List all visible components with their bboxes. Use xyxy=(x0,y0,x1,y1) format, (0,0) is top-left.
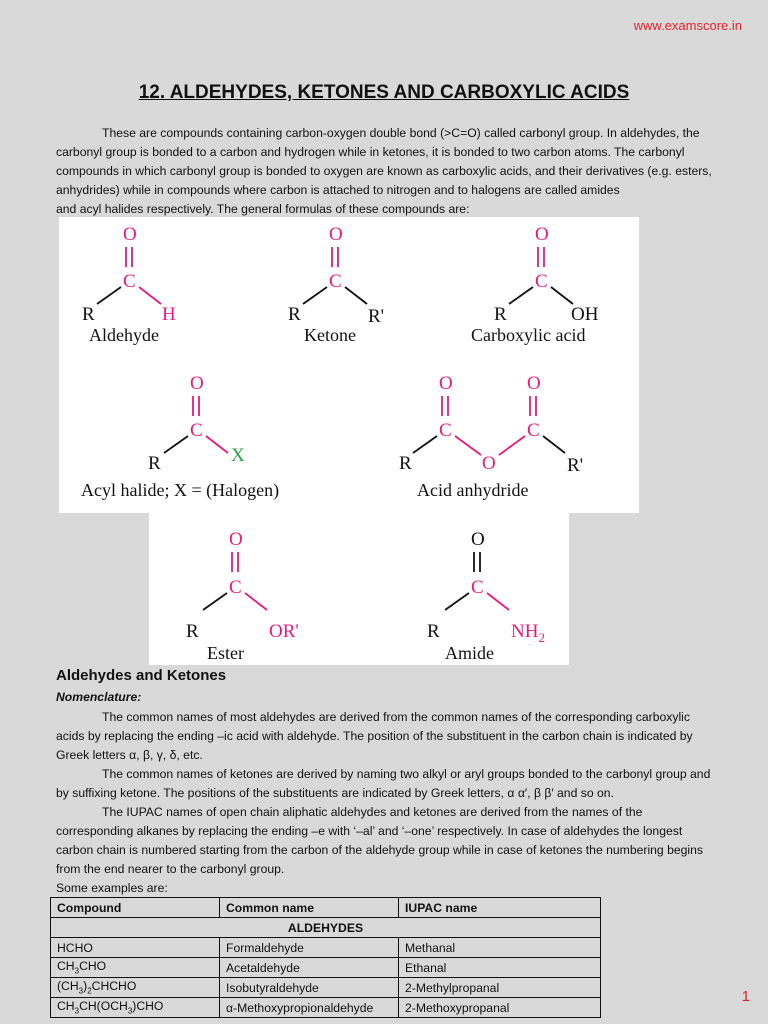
text-line: from the end nearer to the carbonyl group. xyxy=(56,862,285,876)
column-header: Compound xyxy=(51,898,220,918)
formula-part: CHO xyxy=(79,959,107,974)
text-line: Greek letters α, β, γ, δ, etc. xyxy=(56,748,203,762)
iupac-name-cell: Ethanal xyxy=(399,958,601,978)
carboxylic-acid-structure xyxy=(471,224,599,345)
text-line: The common names of ketones are derived by naming two alkyl or aryl groups bonded to the carbonyl group and xyxy=(102,767,711,781)
ketone-label: Ketone xyxy=(304,325,356,345)
text-line: Some examples are: xyxy=(56,881,168,895)
nomenclature-table xyxy=(50,897,601,1018)
atom-r: R xyxy=(82,304,95,325)
atom-o: O xyxy=(329,224,343,245)
acid-anhydride-label: Acid anhydride xyxy=(417,480,529,500)
atom-o-bridge: O xyxy=(482,453,496,474)
text-line: acids by replacing the ending –ic acid with aldehyde. The position of the substituent in the carbon chain is indicated by xyxy=(56,729,693,743)
column-header: IUPAC name xyxy=(399,898,601,918)
text-line: carbon chain is numbered starting from the carbon of the aldehyde group while in case of ketones the numbering begins xyxy=(56,843,704,857)
table-row xyxy=(51,998,601,1018)
ester-amide-figure xyxy=(149,513,569,665)
atom-nh2 xyxy=(511,621,545,645)
formula-part: CHCHO xyxy=(91,979,137,994)
atom-o: O xyxy=(535,224,549,245)
intro-line: and acyl halides respectively. The general formulas of these compounds are: xyxy=(56,202,470,216)
amide-structure xyxy=(427,529,545,663)
atom-x: X xyxy=(231,445,245,466)
atom-c: C xyxy=(439,420,452,441)
intro-line: These are compounds containing carbon-oxygen double bond (>C=O) called carbonyl group. In aldehydes, the xyxy=(102,126,700,140)
common-name-cell: Acetaldehyde xyxy=(220,958,399,978)
aldehyde-label: Aldehyde xyxy=(89,325,159,345)
atom-o: O xyxy=(527,373,541,394)
atom-nh-text: NH xyxy=(511,621,539,642)
atom-oh: OH xyxy=(571,304,599,325)
formula-subscript: 2 xyxy=(87,986,92,996)
atom-h: H xyxy=(162,304,176,325)
table-row xyxy=(51,938,601,958)
iupac-name-cell: Methanal xyxy=(399,938,601,958)
acyl-halide-structure xyxy=(81,373,279,501)
paragraph xyxy=(56,765,736,803)
text-line: corresponding alkanes by replacing the ending –e with ‘–al’ and ‘–one’ respectively. In case of aldehydes the longest xyxy=(56,824,683,838)
compound-cell: HCHO xyxy=(51,938,220,958)
formula-subscript: 3 xyxy=(78,986,84,996)
atom-c: C xyxy=(123,271,136,292)
ester-label: Ester xyxy=(207,643,244,663)
formula-subscript: 3 xyxy=(74,1006,80,1016)
compound-cell xyxy=(51,978,220,998)
amide-label: Amide xyxy=(445,643,494,663)
compound-cell xyxy=(51,998,220,1018)
atom-c: C xyxy=(229,577,242,598)
text-line: The IUPAC names of open chain aliphatic aldehydes and ketones are derived from the names of the xyxy=(102,805,643,819)
atom-o: O xyxy=(190,373,204,394)
ester-structure xyxy=(186,529,299,663)
atom-r: R xyxy=(494,304,507,325)
iupac-name-cell: 2-Methoxypropanal xyxy=(399,998,601,1018)
atom-r-prime: R' xyxy=(567,455,584,476)
intro-line: carbonyl group is bonded to a carbon and hydrogen while in ketones, it is bonded to two carbon atoms. The carbonyl xyxy=(56,145,685,159)
acid-anhydride-structure xyxy=(399,373,583,500)
carbonyl-structures-figure xyxy=(59,217,639,513)
atom-o: O xyxy=(123,224,137,245)
common-name-cell: Isobutyraldehyde xyxy=(220,978,399,998)
atom-nh-subscript: 2 xyxy=(538,630,545,645)
formula-subscript: 3 xyxy=(127,1006,133,1016)
atom-or-prime: OR' xyxy=(269,621,299,642)
common-name-cell: Formaldehyde xyxy=(220,938,399,958)
atom-r-prime: R' xyxy=(368,306,385,327)
formula-part: )CHO xyxy=(132,999,164,1014)
ketone-structure xyxy=(288,224,384,345)
paragraph xyxy=(56,879,736,898)
formula-part: ) xyxy=(83,979,88,994)
acyl-halide-label: Acyl halide; X = (Halogen) xyxy=(81,480,280,500)
atom-c: C xyxy=(329,271,342,292)
nomenclature-text xyxy=(56,708,736,898)
atom-o: O xyxy=(439,373,453,394)
compound-cell xyxy=(51,958,220,978)
atom-c: C xyxy=(471,577,484,598)
group-label: ALDEHYDES xyxy=(51,918,601,938)
atom-r: R xyxy=(186,621,199,642)
column-header: Common name xyxy=(220,898,399,918)
page-number: 1 xyxy=(741,988,750,1005)
formula-part: CH(OCH xyxy=(79,999,128,1014)
intro-line: anhydrides) while in compounds where carbon is attached to nitrogen and to halogens are called amides xyxy=(56,183,620,197)
paragraph xyxy=(56,708,736,765)
formula-part: CH xyxy=(57,959,75,974)
intro-line: compounds in which carbonyl group is bonded to oxygen are known as carboxylic acids, and their derivatives (e.g. esters, xyxy=(56,164,712,178)
atom-r: R xyxy=(427,621,440,642)
table-row xyxy=(51,958,601,978)
aldehyde-structure xyxy=(82,224,176,345)
site-link[interactable]: www.examscore.in xyxy=(633,18,742,33)
atom-r: R xyxy=(399,453,412,474)
atom-o: O xyxy=(471,529,485,550)
atom-c: C xyxy=(535,271,548,292)
sub-heading: Nomenclature: xyxy=(56,690,142,704)
atom-r: R xyxy=(288,304,301,325)
atom-o: O xyxy=(229,529,243,550)
text-line: by suffixing ketone. The positions of the substituents are indicated by Greek letters, α α′, β β′ and so on. xyxy=(56,786,614,800)
iupac-name-cell: 2-Methylpropanal xyxy=(399,978,601,998)
page-title: 12. ALDEHYDES, KETONES AND CARBOXYLIC ACIDS xyxy=(138,82,630,103)
intro-paragraph xyxy=(56,124,736,219)
atom-r: R xyxy=(148,453,161,474)
table-group-row xyxy=(51,918,601,938)
table-header-row xyxy=(51,898,601,918)
table-row xyxy=(51,978,601,998)
formula-part: CH xyxy=(57,999,75,1014)
common-name-cell: α-Methoxypropionaldehyde xyxy=(220,998,399,1018)
paragraph xyxy=(56,803,736,879)
text-line: The common names of most aldehydes are derived from the common names of the corresponding carboxylic xyxy=(102,710,690,724)
formula-subscript: 3 xyxy=(74,966,80,976)
atom-c: C xyxy=(527,420,540,441)
atom-c: C xyxy=(190,420,203,441)
formula-part: (CH xyxy=(57,979,79,994)
carboxylic-acid-label: Carboxylic acid xyxy=(471,325,586,345)
section-heading: Aldehydes and Ketones xyxy=(56,667,227,684)
